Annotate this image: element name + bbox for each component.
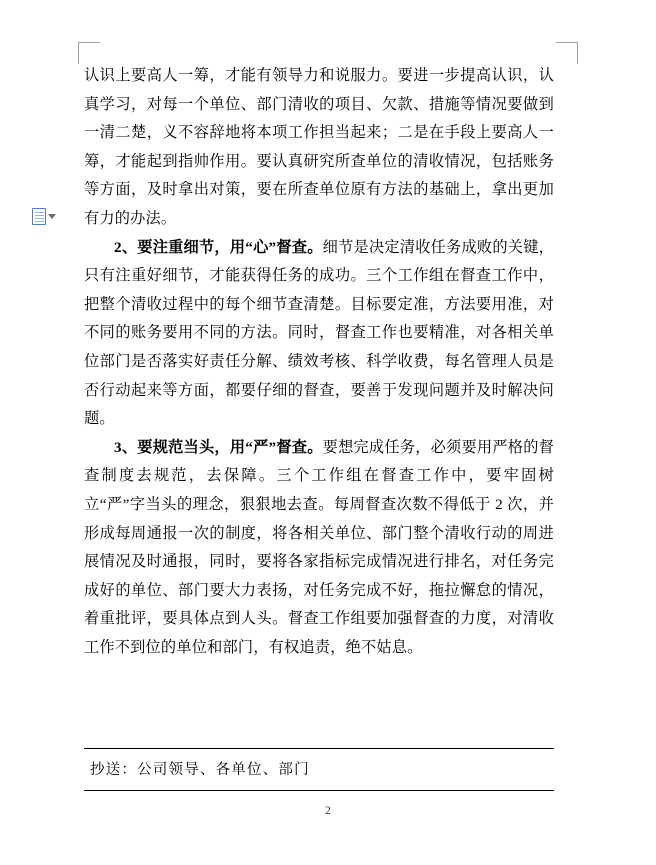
footer-divider-top [84,748,554,749]
chevron-down-icon[interactable] [48,214,56,219]
change-marker-gutter[interactable] [32,206,60,226]
document-body [84,62,554,662]
crop-mark-top-right [556,42,578,64]
paragraph-text-run: 认识上要高人一筹，才能有领导力和说服力。要进一步提高认识，认真学习，对每一个单位、部门清收的项目、欠款、措施等情况要做到一清二楚，义不容辞地将本项工作担当起来；二是在手段上要高人一筹，才能起到指帅作用。要认真研究所查单位的清收情况，包括账务等方面，及时拿出对策，要在所查单位原有方法的基础上，拿出更加有力的办法。 [84,67,554,227]
paragraph-heading-run: 2、要注重细节，用“心”督查。 [114,238,323,256]
footer-divider-bottom [84,790,554,791]
paragraph-text-run: 要想完成任务，必须要用严格的督查制度去规范，去保障。三个工作组在督查工作中，要牢固树立“严”字当头的理念，狠狠地去查。每周督查次数不得低于 2 次，并形成每周通报一次的制度，将各相关单位、部门整个清收行动的周进展情况及时通报，同时，要将各家指标完成情况进行排名，对任务完成好的单位、部门要大力表扬，对任务完成不好，拖拉懈怠的情况，着重批评，要具体点到人头。督查工作组要加强督查的力度，对清收工作不到位的单位和部门，有权追责，绝不姑息。 [84,438,555,656]
crop-mark-top-left [78,42,100,64]
document-change-marker-icon [32,208,46,225]
distribution-note: 抄送：公司领导、各单位、部门 [90,762,310,778]
paragraph-heading-run: 3、要规范当头，用“严”督查。 [114,438,323,456]
paragraph-text-run: 细节是决定清收任务成败的关键，只有注重好细节，才能获得任务的成功。三个工作组在督查工作中，把整个清收过程中的每个细节查清楚。目标要定准，方法要用准，对不同的账务要用不同的方法。同时，督查工作也要精准，对各相关单位部门是否落实好责任分解、绩效考核、科学收费，每名管理人员是否行动起来等方面，都要仔细的督查，要善于发现问题并及时解决问题。 [84,238,555,428]
paragraph [84,62,554,234]
page-number: 2 [325,805,331,817]
paragraph [84,434,554,663]
paragraph [84,234,554,434]
